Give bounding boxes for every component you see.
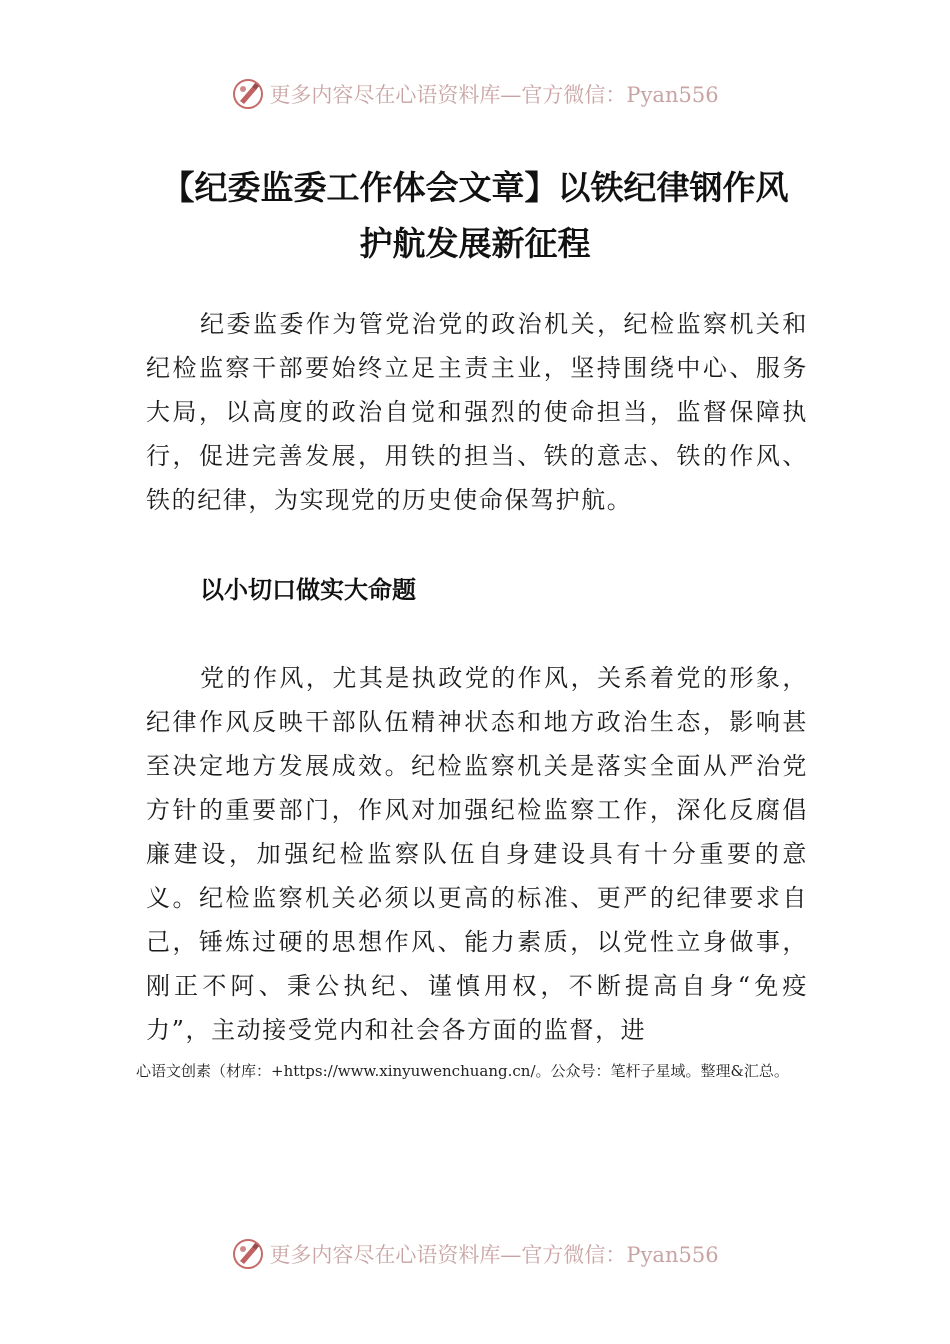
bottom-banner (0, 1234, 950, 1274)
article-title (100, 160, 850, 272)
pen-nib-logo-icon (231, 1237, 265, 1271)
top-banner (0, 74, 950, 114)
pen-nib-logo-icon (231, 77, 265, 111)
title-line-1: 【纪委监委工作体会文章】以铁纪律钢作风 (161, 168, 789, 207)
title-line-2: 护航发展新征程 (359, 224, 591, 263)
paragraph-1: 纪委监委作为管党治党的政治机关，纪检监察机关和纪检监察干部要始终立足主责主业，坚持围绕中心、服务大局，以高度的政治自觉和强烈的使命担当，监督保障执行，促进完善发展，用铁的担当、铁的意志、铁的作风、铁的纪律，为实现党的历史使命保驾护航。 (146, 310, 808, 514)
banner-text: 更多内容尽在心语资料库—官方微信：Pyan556 (269, 1243, 719, 1267)
section-heading: 以小切口做实大命题 (200, 576, 416, 604)
paragraph-2: 党的作风，尤其是执政党的作风，关系着党的形象，纪律作风反映干部队伍精神状态和地方政治生态，影响甚至决定地方发展成效。纪检监察机关是落实全面从严治党方针的重要部门，作风对加强纪检监察工作，深化反腐倡廉建设，加强纪检监察队伍自身建设具有十分重要的意义。纪检监察机关必须以更高的标准、更严的纪律要求自己，锤炼过硬的思想作风、能力素质，以党性立身做事，刚正不阿、秉公执纪、谨慎用权，不断提高自身“免疫力”，主动接受党内和社会各方面的监督，进 (146, 664, 808, 1044)
banner-text: 更多内容尽在心语资料库—官方微信：Pyan556 (269, 83, 719, 107)
footnote: 心语文创素（材库：+https://www.xinyuwenchuang.cn/。公众号：笔杆子星域。整理&汇总。 (136, 1062, 789, 1080)
